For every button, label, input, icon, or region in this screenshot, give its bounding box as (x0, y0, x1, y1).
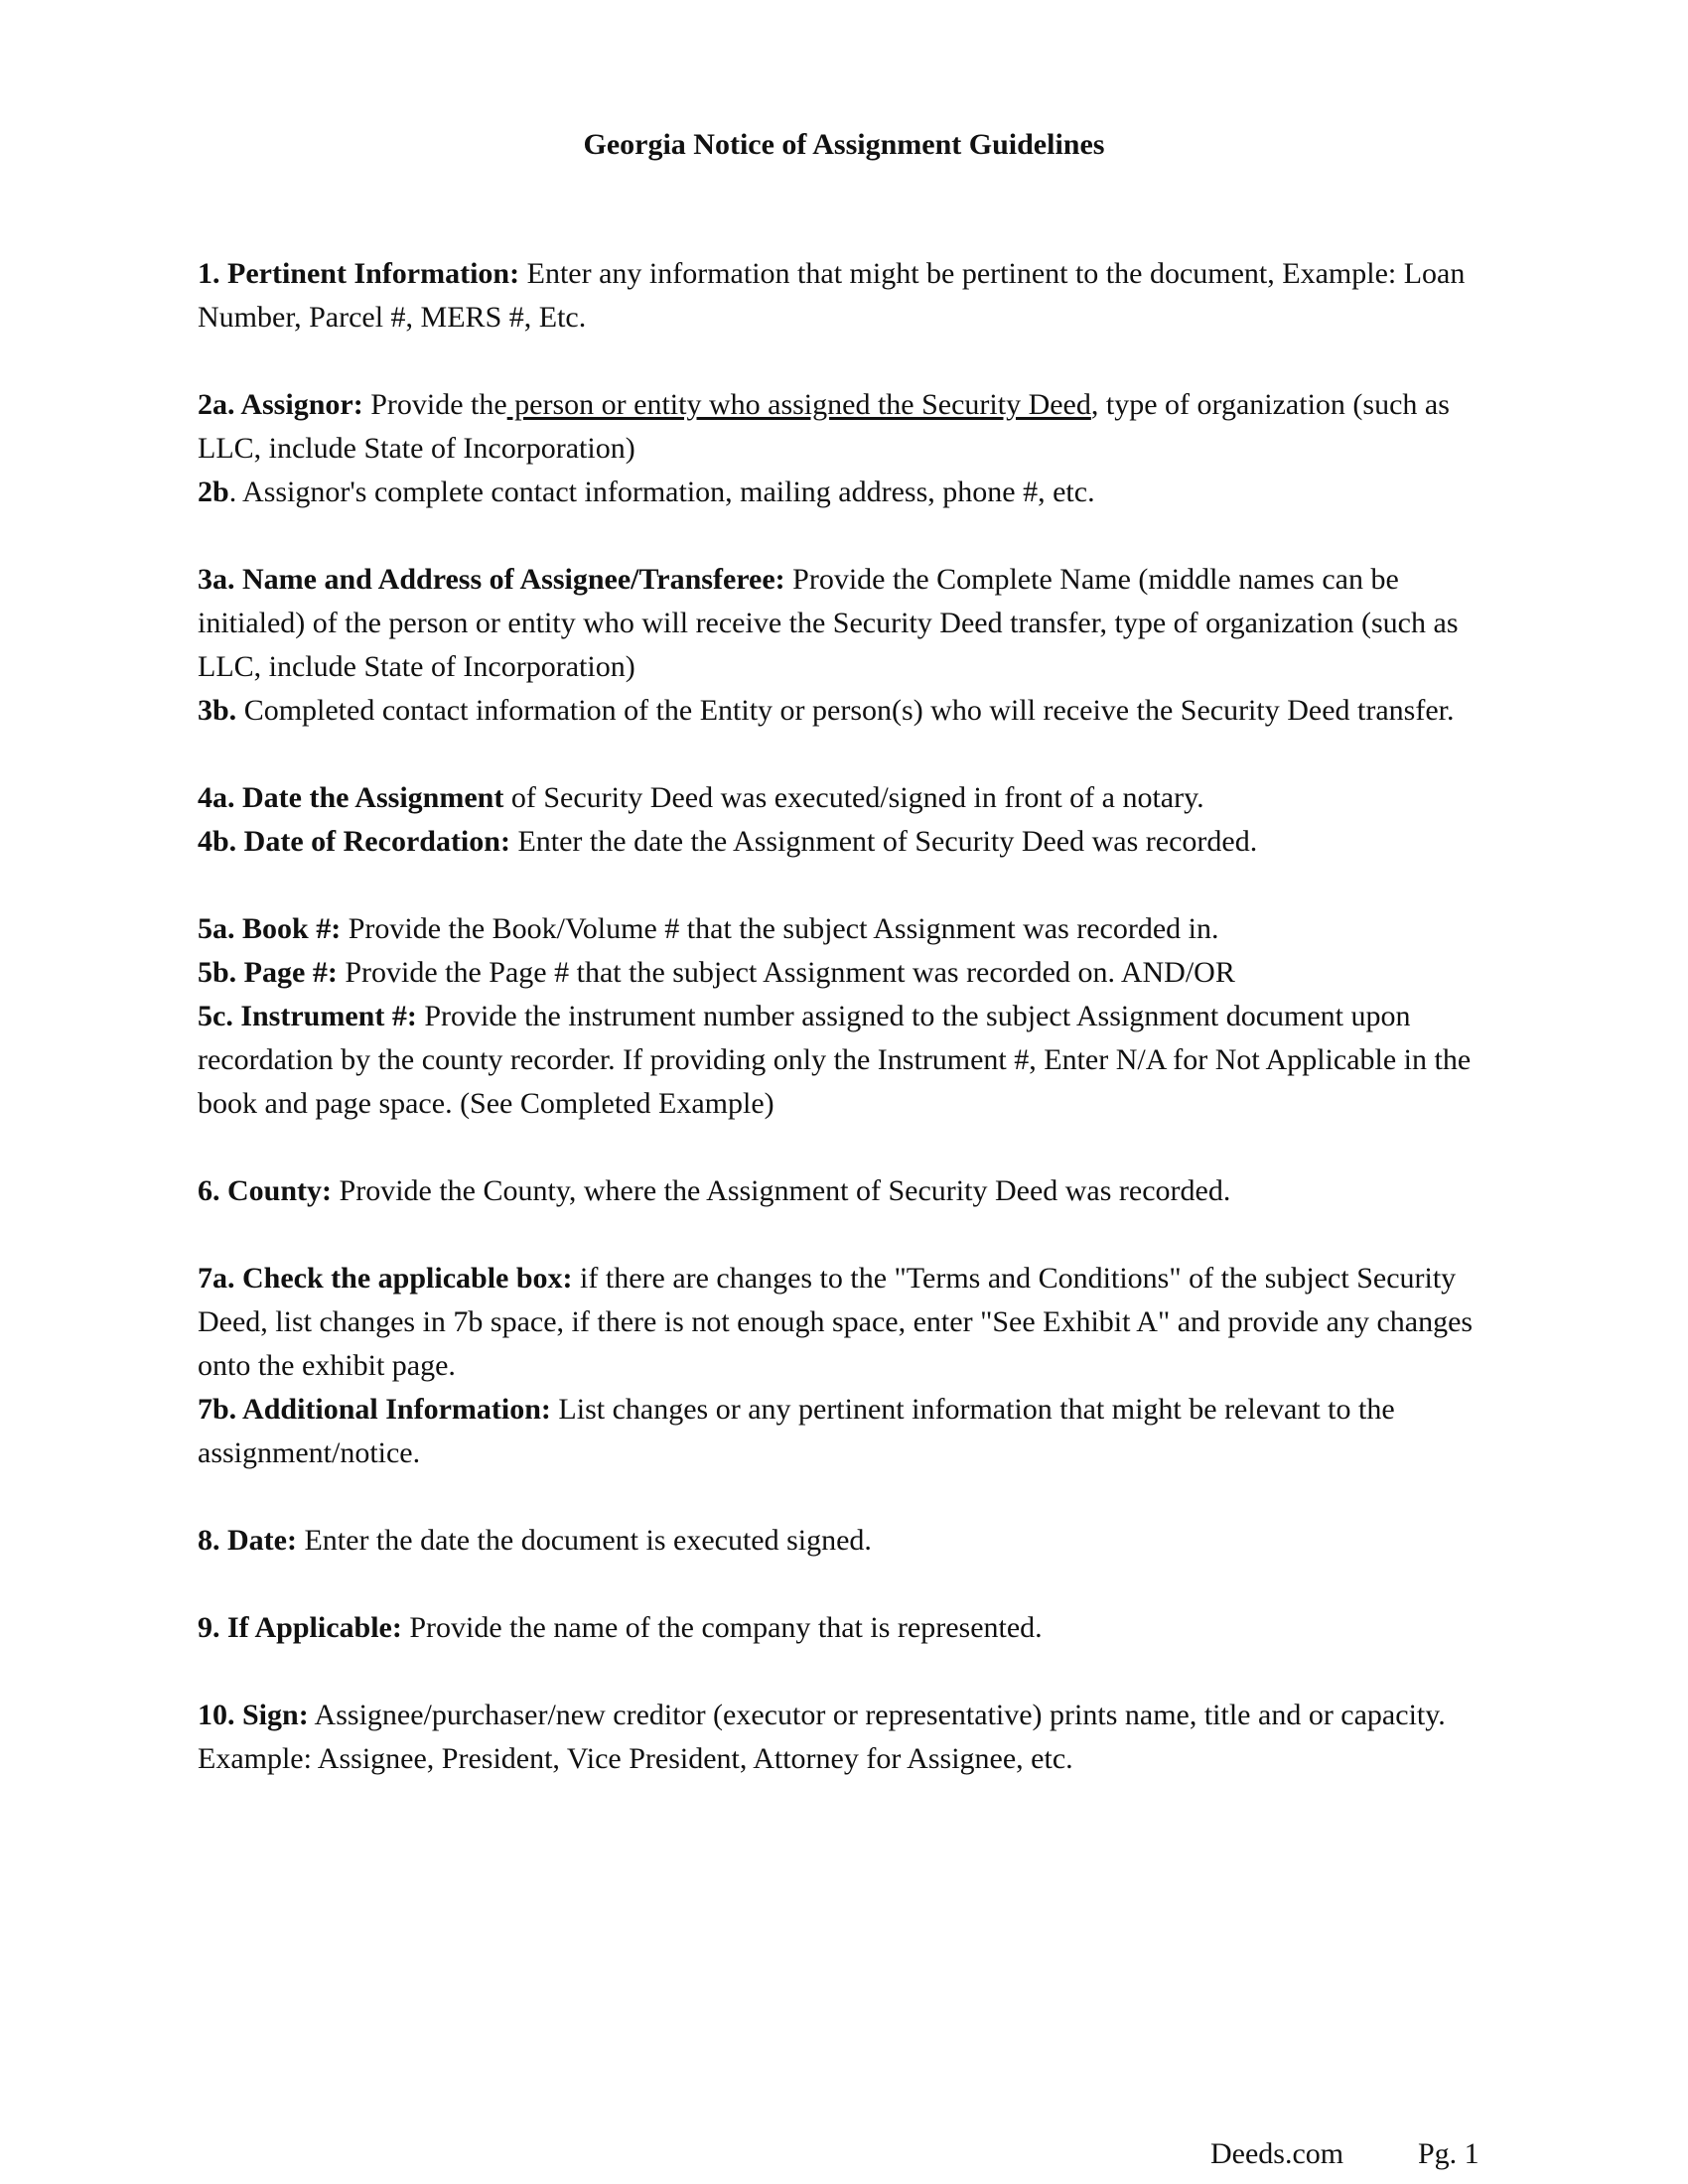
section-2 (198, 383, 1500, 514)
item-4b-label: 4b. Date of Recordation: (198, 825, 510, 858)
item-4b-text: Enter the date the Assignment of Security Deed was recorded. (509, 825, 1258, 858)
item-2a-underlined: person or entity who assigned the Security Deed (506, 388, 1091, 421)
footer-page-number: Pg. 1 (1418, 2137, 1479, 2170)
item-6 (198, 1169, 1500, 1213)
page-title: Georgia Notice of Assignment Guidelines (583, 128, 1105, 161)
item-4b (198, 820, 1500, 864)
item-2b (198, 471, 1500, 514)
guidelines-body (198, 252, 1500, 1825)
item-4a-label: 4a. Date the Assignment (198, 781, 504, 814)
footer-site: Deeds.com (1210, 2137, 1344, 2170)
item-10-label: 10. Sign: (198, 1699, 309, 1731)
item-9-label: 9. If Applicable: (198, 1611, 402, 1644)
section-5 (198, 907, 1500, 1126)
item-5c-label: 5c. Instrument #: (198, 1000, 417, 1032)
item-5b-label: 5b. Page #: (198, 956, 338, 989)
item-5a-text: Provide the Book/Volume # that the subject Assignment was recorded in. (341, 912, 1219, 945)
item-8-text: Enter the date the document is executed signed. (296, 1524, 872, 1557)
item-6-label: 6. County: (198, 1174, 333, 1207)
item-5b (198, 951, 1500, 995)
item-10 (198, 1694, 1500, 1781)
item-3b-text: Completed contact information of the Entity or person(s) who will receive the Security Deed transfer. (236, 694, 1455, 727)
item-8-label: 8. Date: (198, 1524, 297, 1557)
item-4a-text: of Security Deed was executed/signed in front of a notary. (503, 781, 1204, 814)
item-9-text: Provide the name of the company that is represented. (401, 1611, 1043, 1644)
item-9 (198, 1606, 1500, 1650)
section-7 (198, 1257, 1500, 1475)
item-7b-label: 7b. Additional Information: (198, 1393, 551, 1426)
item-10-text: Assignee/purchaser/new creditor (executor or representative) prints name, title and or capacity. Example: Assignee, President, Vice President, Attorney for Assignee, etc. (198, 1699, 1446, 1775)
item-5c-text: Provide the instrument number assigned to the subject Assignment document upon recordation by the county recorder. If providing only the Instrument #, Enter N/A for Not Applicable in the book and page space. (See Completed Example) (198, 1000, 1472, 1120)
item-8 (198, 1519, 1500, 1563)
item-2a-post: , type of organization (such as LLC, include State of Incorporation) (198, 388, 1450, 465)
item-5c (198, 995, 1500, 1126)
item-1 (198, 252, 1500, 340)
item-2b-text: . Assignor's complete contact information, mailing address, phone #, etc. (228, 476, 1095, 508)
item-3b-label: 3b. (198, 694, 237, 727)
item-6-text: Provide the County, where the Assignment of Security Deed was recorded. (332, 1174, 1231, 1207)
item-3a (198, 558, 1500, 689)
item-3b (198, 689, 1500, 733)
section-6 (198, 1169, 1500, 1213)
item-1-label: 1. Pertinent Information: (198, 257, 520, 290)
item-2a (198, 383, 1500, 471)
item-1-text: Enter any information that might be pertinent to the document, Example: Loan Number, Parcel #, MERS #, Etc. (198, 257, 1466, 334)
item-7a-label: 7a. Check the applicable box: (198, 1262, 573, 1295)
item-4a (198, 776, 1500, 820)
section-8 (198, 1519, 1500, 1563)
section-1 (198, 252, 1500, 340)
item-5a-label: 5a. Book #: (198, 912, 342, 945)
item-3a-label: 3a. Name and Address of Assignee/Transferee: (198, 563, 785, 596)
section-3 (198, 558, 1500, 733)
section-9 (198, 1606, 1500, 1650)
section-4 (198, 776, 1500, 864)
item-7a (198, 1257, 1500, 1388)
item-2a-label: 2a. Assignor: (198, 388, 363, 421)
item-5b-text: Provide the Page # that the subject Assignment was recorded on. AND/OR (337, 956, 1235, 989)
item-7a-text: if there are changes to the "Terms and Conditions" of the subject Security Deed, list changes in 7b space, if there is not enough space, enter "See Exhibit A" and provide any changes onto the exhibit page. (198, 1262, 1474, 1382)
item-5a (198, 907, 1500, 951)
item-3a-text: Provide the Complete Name (middle names can be initialed) of the person or entity who will receive the Security Deed transfer, type of organization (such as LLC, include State of Incorporation) (198, 563, 1459, 683)
item-7b-text: List changes or any pertinent information that might be relevant to the assignment/notice. (198, 1393, 1395, 1469)
item-7b (198, 1388, 1500, 1475)
item-2a-pre: Provide the (362, 388, 507, 421)
item-2b-label: 2b (198, 476, 229, 508)
section-10 (198, 1694, 1500, 1781)
